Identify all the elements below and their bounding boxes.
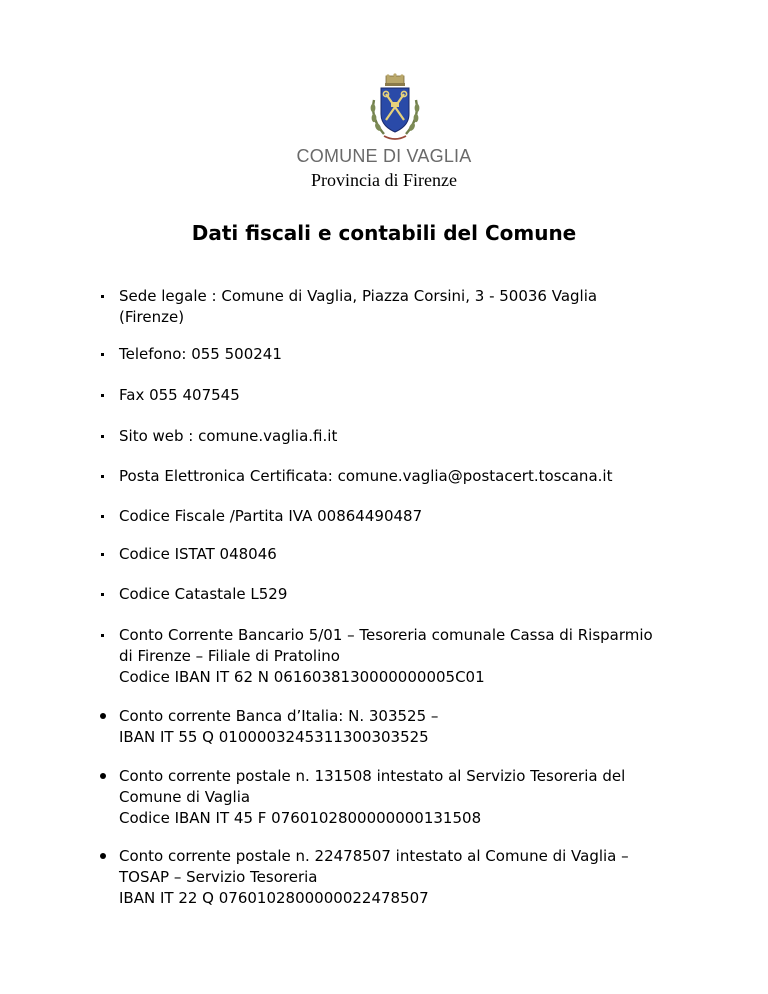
- square-bullet-icon: [98, 466, 108, 487]
- list-item-text: Sede legale : Comune di Vaglia, Piazza Corsini, 3 - 50036 Vaglia (Firenze): [119, 287, 598, 326]
- square-bullet-icon: [98, 426, 108, 447]
- list-item-text: Codice ISTAT 048046: [119, 545, 277, 563]
- province-name: Provincia di Firenze: [311, 170, 457, 190]
- round-bullet-icon: [98, 846, 108, 867]
- list-item-text: Conto corrente postale n. 22478507 intestato al Comune di Vaglia – TOSAP – Servizio Tesoreria IBAN IT 22 Q 0760102800000022478507: [119, 847, 629, 907]
- list-item-text: Conto corrente postale n. 131508 intestato al Servizio Tesoreria del Comune di Vaglia Codice IBAN IT 45 F 0760102800000000131508: [119, 767, 626, 827]
- square-bullet-icon: [98, 344, 108, 365]
- list-item-text: Conto Corrente Bancario 5/01 – Tesoreria comunale Cassa di Risparmio di Firenze – Filiale di Pratolino Codice IBAN IT 62 N 0616038130000000005C01: [119, 626, 653, 686]
- list-item-text: Codice Fiscale /Partita IVA 00864490487: [119, 507, 423, 525]
- square-bullet-icon: [98, 286, 108, 307]
- square-bullet-icon: [98, 385, 108, 406]
- round-bullet-icon: [98, 766, 108, 787]
- square-bullet-icon: [98, 506, 108, 527]
- list-item-text: Fax 055 407545: [119, 386, 240, 404]
- square-bullet-icon: [98, 625, 108, 646]
- list-item-text: Conto corrente Banca d’Italia: N. 303525 – IBAN IT 55 Q 0100003245311300303525: [119, 707, 439, 746]
- list-item-text: Telefono: 055 500241: [119, 345, 282, 363]
- list-item-text: Codice Catastale L529: [119, 585, 288, 603]
- municipal-crest-icon: [364, 72, 426, 146]
- municipality-name: COMUNE DI VAGLIA: [296, 146, 472, 166]
- list-item-text: Posta Elettronica Certificata: comune.vaglia@postacert.toscana.it: [119, 467, 613, 485]
- round-bullet-icon: [98, 706, 108, 727]
- square-bullet-icon: [98, 544, 108, 565]
- square-bullet-icon: [98, 584, 108, 605]
- list-item-text: Sito web : comune.vaglia.fi.it: [119, 427, 338, 445]
- page-title: Dati fiscali e contabili del Comune: [191, 221, 577, 245]
